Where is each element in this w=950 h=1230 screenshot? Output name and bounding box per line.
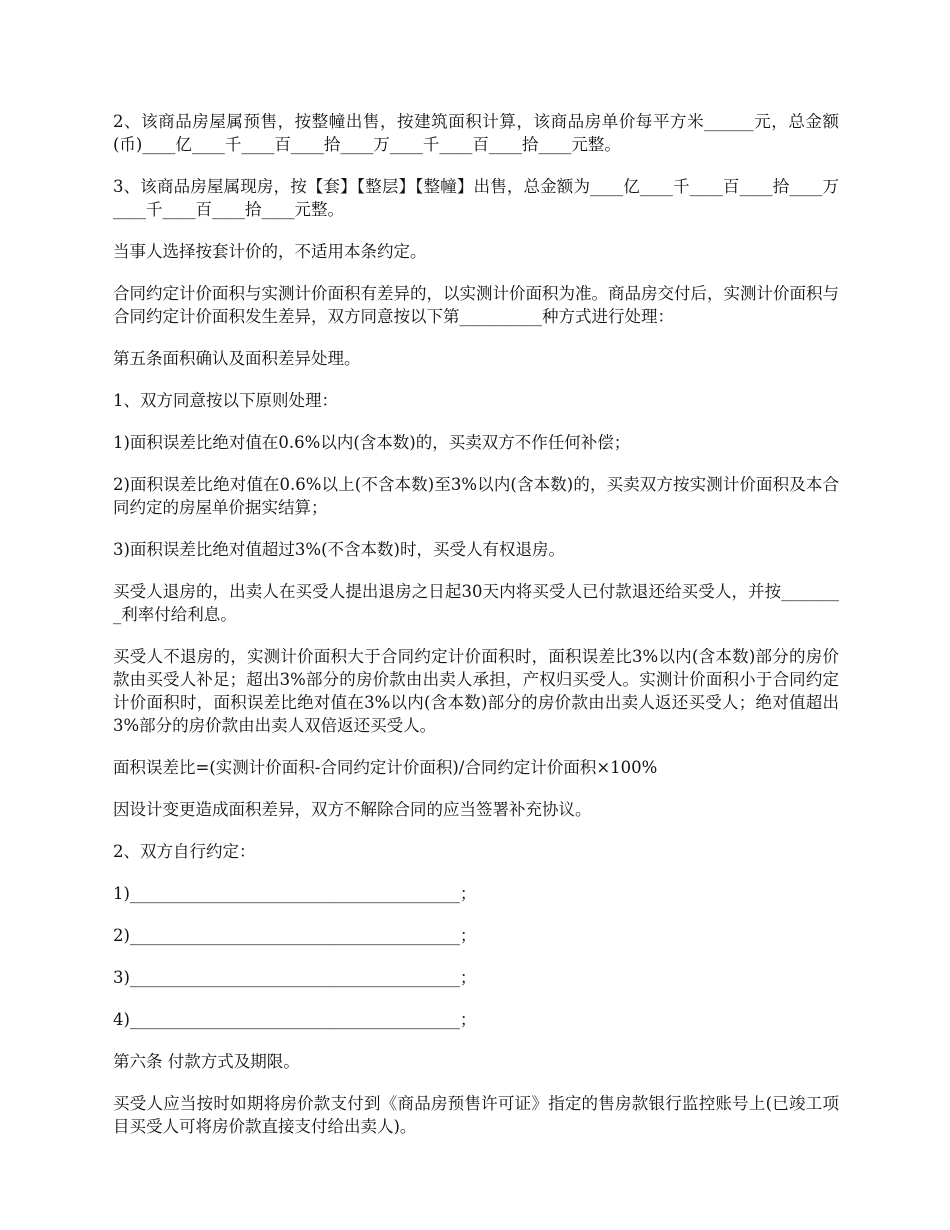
clause-existing-house-price: 3、该商品房屋属现房，按【套】【整层】【整幢】出售，总金额为____亿____千____百____拾____万____千____百____拾____元整。 bbox=[113, 177, 839, 219]
rule-1: 1)面积误差比绝对值在0.6%以内(含本数)的，买卖双方不作任何补偿； bbox=[113, 433, 631, 452]
article-5-heading: 第五条面积确认及面积差异处理。 bbox=[113, 349, 361, 368]
document-body bbox=[113, 110, 839, 1157]
article-5-item-2: 2、双方自行约定： bbox=[113, 842, 256, 861]
clause-per-unit-exception: 当事人选择按套计价的，不适用本条约定。 bbox=[113, 242, 427, 261]
clause-area-difference-method: 合同约定计价面积与实测计价面积有差异的，以实测计价面积为准。商品房交付后，实测计价面积与合同约定计价面积发生差异，双方同意按以下第__________种方式进行处理： bbox=[113, 284, 839, 326]
area-error-formula: 面积误差比=(实测计价面积-合同约定计价面积)/合同约定计价面积×100% bbox=[113, 758, 658, 777]
article-6-heading: 第六条 付款方式及期限。 bbox=[113, 1052, 300, 1071]
refund-clause: 买受人退房的，出卖人在买受人提出退房之日起30天内将买受人已付款退还给买受人，并按________利率付给利息。 bbox=[113, 582, 839, 624]
rule-2: 2)面积误差比绝对值在0.6%以上(不含本数)至3%以内(含本数)的，买卖双方按实测计价面积及本合同约定的房屋单价据实结算； bbox=[113, 475, 839, 517]
custom-term-1: 1)________________________________________； bbox=[113, 884, 477, 903]
article-5-item-1: 1、双方同意按以下原则处理： bbox=[113, 391, 338, 410]
payment-clause: 买受人应当按时如期将房价款支付到《商品房预售许可证》指定的售房款银行监控账号上(已竣工项目买受人可将房价款直接支付给出卖人)。 bbox=[113, 1094, 839, 1136]
custom-term-2: 2)________________________________________； bbox=[113, 926, 477, 945]
custom-term-3: 3)________________________________________； bbox=[113, 968, 477, 987]
rule-3: 3)面积误差比绝对值超过3%(不含本数)时，买受人有权退房。 bbox=[113, 540, 565, 559]
custom-term-4: 4)________________________________________； bbox=[113, 1010, 477, 1029]
design-change-clause: 因设计变更造成面积差异，双方不解除合同的应当签署补充协议。 bbox=[113, 800, 592, 819]
clause-presale-price: 2、该商品房屋属预售，按整幢出售，按建筑面积计算，该商品房单价每平方米______元，总金额(币)____亿____千____百____拾____万____千____百____拾____元整。 bbox=[113, 112, 839, 154]
no-refund-clause: 买受人不退房的，实测计价面积大于合同约定计价面积时，面积误差比3%以内(含本数)部分的房价款由买受人补足；超出3%部分的房价款由出卖人承担，产权归买受人。实测计价面积小于合同约定计价面积时，面积误差比绝对值在3%以内(含本数)部分的房价款由出卖人返还买受人；绝对值超出3%部分的房价款由出卖人双倍返还买受人。 bbox=[113, 647, 839, 735]
